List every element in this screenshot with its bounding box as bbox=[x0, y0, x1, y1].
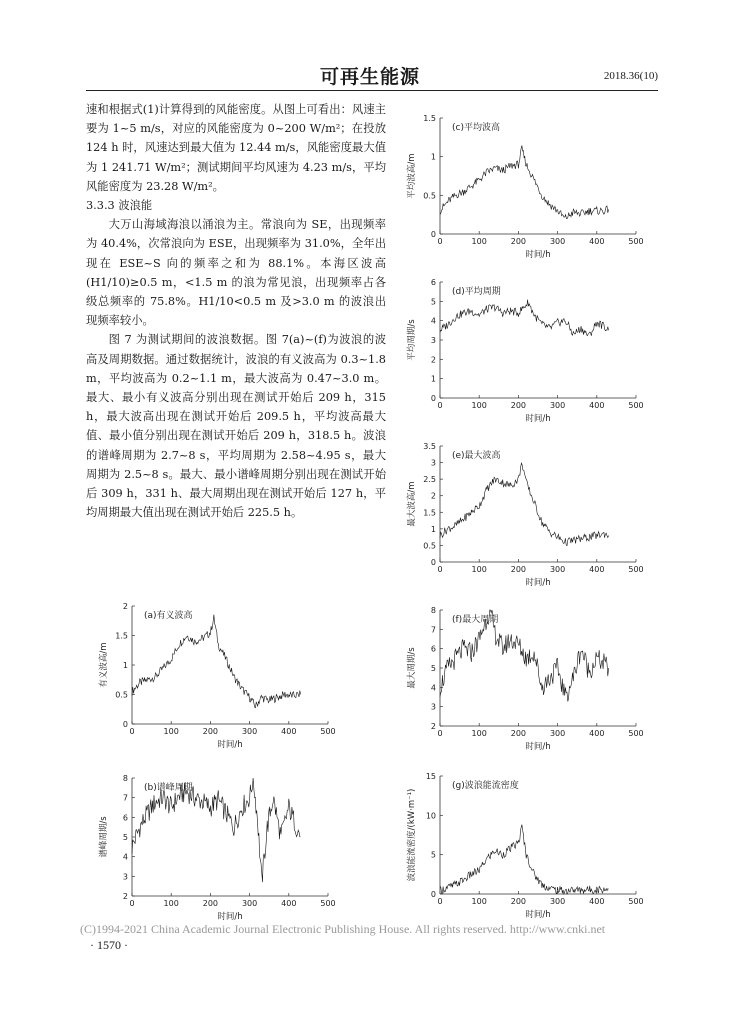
y-axis-label: 谱峰周期/s bbox=[99, 816, 109, 858]
y-tick-label: 1 bbox=[122, 661, 128, 670]
section-heading-wave-energy: 3.3.3 波浪能 bbox=[86, 199, 153, 213]
x-tick-label: 400 bbox=[281, 899, 297, 908]
y-axis-label: 平均波高/m bbox=[407, 153, 417, 199]
y-tick-label: 2 bbox=[430, 355, 436, 365]
chart-a-svg bbox=[88, 596, 348, 756]
copyright-notice: (C)1994-2021 China Academic Journal Electronic Publishing House. All rights reserved. http://www.cnki.net bbox=[80, 922, 606, 936]
x-tick-label: 300 bbox=[549, 237, 566, 246]
y-tick-label: 6 bbox=[430, 278, 436, 287]
series-line bbox=[132, 615, 301, 708]
x-tick-label: 100 bbox=[163, 899, 179, 908]
y-tick-label: 2 bbox=[122, 892, 128, 901]
x-tick-label: 0 bbox=[437, 565, 443, 574]
issue-number: 2018.36(10) bbox=[603, 70, 658, 82]
header-divider bbox=[86, 90, 658, 91]
chart-title: (e)最大波高 bbox=[452, 451, 501, 461]
chart-e-max-wave-height bbox=[396, 436, 656, 598]
y-tick-label: 8 bbox=[122, 774, 128, 783]
paragraph-wave-climate: 大万山海域海浪以涌浪为主。常浪向为 SE，出现频率为 40.4%，次常浪向为 ESE，出现频率为 31.0%，全年出现在 ESE~S 向的频率之和为 88.1%。本海区波高(H1/10)≥0.5 m，<1.5 m 的浪为常见浪，出现频率占各级总频率的 75.8%。H1/10<0.5 m 及>3.0 m 的波浪出现频率较小。 bbox=[86, 218, 386, 328]
page-number: · 1570 · bbox=[90, 938, 128, 952]
x-axis-label: 时间/h bbox=[525, 910, 551, 920]
series-line bbox=[440, 300, 609, 336]
x-tick-label: 500 bbox=[628, 401, 644, 410]
x-axis-label: 时间/h bbox=[525, 578, 551, 588]
chart-f-svg bbox=[396, 600, 656, 758]
x-tick-label: 500 bbox=[628, 729, 644, 738]
y-tick-label: 1.5 bbox=[423, 508, 436, 518]
y-tick-label: 0.5 bbox=[423, 191, 436, 201]
y-tick-label: 1 bbox=[430, 152, 436, 162]
x-tick-label: 500 bbox=[628, 565, 644, 574]
x-tick-label: 0 bbox=[437, 237, 443, 246]
y-tick-label: 3 bbox=[122, 872, 128, 882]
chart-b-svg bbox=[88, 768, 348, 928]
x-tick-label: 400 bbox=[589, 897, 605, 906]
y-tick-label: 0 bbox=[430, 890, 436, 899]
x-tick-label: 100 bbox=[163, 727, 179, 736]
x-tick-label: 500 bbox=[628, 237, 644, 246]
x-tick-label: 200 bbox=[510, 897, 527, 906]
paragraph-wind-energy: 速和根据式(1)计算得到的风能密度。从图上可看出：风速主要为 1~5 m/s，对应的风能密度为 0~200 W/m²；在投放 124 h 时，风速达到最大值为 12.44 m/s，风能密度最大值为 1 241.71 W/m²；测试期间平均风速为 4.23 m/s，平均风能密度为 23.28 W/m²。 bbox=[86, 103, 386, 193]
y-tick-label: 0 bbox=[430, 230, 436, 239]
y-tick-label: 1.5 bbox=[423, 114, 436, 123]
series-line bbox=[440, 463, 609, 545]
x-tick-label: 500 bbox=[320, 899, 336, 908]
y-tick-label: 1.5 bbox=[115, 631, 128, 641]
y-tick-label: 0 bbox=[430, 394, 436, 403]
x-tick-label: 300 bbox=[549, 729, 566, 738]
chart-title: (b)谱峰周期 bbox=[144, 783, 193, 793]
y-tick-label: 5 bbox=[122, 833, 128, 842]
y-tick-label: 0 bbox=[122, 720, 128, 729]
x-tick-label: 0 bbox=[129, 727, 135, 736]
x-tick-label: 200 bbox=[202, 899, 219, 908]
y-tick-label: 1 bbox=[430, 524, 436, 534]
y-tick-label: 15 bbox=[425, 772, 436, 781]
chart-d-mean-period bbox=[396, 272, 656, 434]
x-axis-label: 时间/h bbox=[525, 250, 551, 260]
series-line bbox=[132, 778, 301, 882]
y-tick-label: 3.5 bbox=[423, 442, 436, 451]
y-tick-label: 0.5 bbox=[423, 541, 436, 551]
series-line bbox=[440, 146, 609, 219]
y-tick-label: 2 bbox=[430, 491, 436, 501]
chart-f-max-period bbox=[396, 600, 656, 762]
x-tick-label: 400 bbox=[589, 729, 605, 738]
y-tick-label: 10 bbox=[425, 811, 436, 821]
y-tick-label: 5 bbox=[430, 850, 436, 860]
x-tick-label: 300 bbox=[241, 727, 258, 736]
y-tick-label: 5 bbox=[430, 664, 436, 673]
y-tick-label: 3 bbox=[430, 336, 436, 345]
chart-a-significant-wave-height bbox=[88, 596, 348, 760]
x-tick-label: 300 bbox=[549, 565, 566, 574]
y-tick-label: 7 bbox=[430, 625, 436, 635]
x-tick-label: 100 bbox=[471, 729, 487, 738]
paragraph-figure7-description: 图 7 为测试期间的波浪数据。图 7(a)~(f)为波浪的波高及周期数据。通过数据统计，波浪的有义波高为 0.3~1.8 m，平均波高为 0.2~1.1 m，最大波高为 0.47~3.0 m。最大、最小有义波高分别出现在测试开始后 209 h，315 h，最大波高出现在测试开始后 209.5 h，平均波高最大值、最小值分别出现在测试开始后 209 h，318.5 h。波浪的谱峰周期为 2.7~8 s，平均周期为 2.58~4.95 s，最大周期为 2.5~8 s。最大、最小谱峰周期分别出现在测试开始后 309 h，331 h、最大周期出现在测试开始后 127 h，平均周期最大值出现在测试开始后 225.5 h。 bbox=[86, 333, 386, 520]
chart-title: (f)最大周期 bbox=[452, 615, 499, 625]
chart-c-svg bbox=[396, 108, 656, 266]
x-axis-label: 时间/h bbox=[525, 742, 551, 752]
chart-title: (g)波浪能流密度 bbox=[452, 781, 519, 791]
y-tick-label: 6 bbox=[430, 644, 436, 654]
x-tick-label: 400 bbox=[281, 727, 297, 736]
x-axis-label: 时间/h bbox=[525, 414, 551, 424]
chart-e-svg bbox=[396, 436, 656, 594]
chart-b-peak-period bbox=[88, 768, 348, 932]
y-tick-label: 0.5 bbox=[115, 690, 128, 700]
x-tick-label: 300 bbox=[549, 897, 566, 906]
y-tick-label: 2 bbox=[430, 722, 436, 731]
y-tick-label: 2.5 bbox=[423, 475, 436, 485]
journal-title: 可再生能源 bbox=[319, 66, 420, 88]
y-tick-label: 3 bbox=[430, 702, 436, 712]
y-tick-label: 2 bbox=[122, 602, 128, 611]
chart-title: (a)有义波高 bbox=[144, 611, 193, 621]
y-tick-label: 7 bbox=[122, 793, 128, 803]
x-tick-label: 0 bbox=[437, 897, 443, 906]
y-axis-label: 有义波高/m bbox=[99, 642, 109, 688]
x-tick-label: 200 bbox=[510, 565, 527, 574]
y-axis-label: 最大周期/s bbox=[407, 647, 417, 689]
y-tick-label: 1 bbox=[430, 374, 436, 384]
y-tick-label: 4 bbox=[430, 316, 436, 326]
x-tick-label: 500 bbox=[628, 897, 644, 906]
x-tick-label: 300 bbox=[241, 899, 258, 908]
x-tick-label: 100 bbox=[471, 401, 487, 410]
body-text-column bbox=[86, 100, 386, 522]
x-tick-label: 400 bbox=[589, 565, 605, 574]
y-axis-label: 平均周期/s bbox=[407, 319, 417, 361]
y-tick-label: 0 bbox=[430, 558, 436, 567]
chart-g-wave-energy-flux bbox=[396, 766, 656, 930]
y-tick-label: 8 bbox=[430, 606, 436, 615]
x-tick-label: 100 bbox=[471, 237, 487, 246]
chart-g-svg bbox=[396, 766, 656, 926]
x-tick-label: 400 bbox=[589, 401, 605, 410]
x-tick-label: 0 bbox=[437, 729, 443, 738]
chart-title: (d)平均周期 bbox=[452, 287, 501, 297]
x-tick-label: 200 bbox=[510, 729, 527, 738]
y-tick-label: 3 bbox=[430, 458, 436, 468]
x-tick-label: 0 bbox=[437, 401, 443, 410]
y-tick-label: 4 bbox=[430, 683, 436, 693]
y-tick-label: 5 bbox=[430, 297, 436, 307]
y-axis-label: 最大波高/m bbox=[407, 481, 417, 527]
chart-d-svg bbox=[396, 272, 656, 430]
x-tick-label: 0 bbox=[129, 899, 135, 908]
series-line bbox=[440, 825, 609, 894]
y-axis-label: 波浪能流密度/(kW·m⁻¹) bbox=[407, 788, 417, 882]
chart-title: (c)平均波高 bbox=[452, 123, 500, 133]
x-tick-label: 300 bbox=[549, 401, 566, 410]
x-axis-label: 时间/h bbox=[217, 912, 243, 922]
x-tick-label: 500 bbox=[320, 727, 336, 736]
x-tick-label: 200 bbox=[202, 727, 219, 736]
x-tick-label: 400 bbox=[589, 237, 605, 246]
chart-c-mean-wave-height bbox=[396, 108, 656, 270]
x-tick-label: 100 bbox=[471, 565, 487, 574]
y-tick-label: 6 bbox=[122, 813, 128, 823]
x-tick-label: 200 bbox=[510, 237, 527, 246]
x-axis-label: 时间/h bbox=[217, 740, 243, 750]
y-tick-label: 4 bbox=[122, 852, 128, 862]
x-tick-label: 200 bbox=[510, 401, 527, 410]
x-tick-label: 100 bbox=[471, 897, 487, 906]
